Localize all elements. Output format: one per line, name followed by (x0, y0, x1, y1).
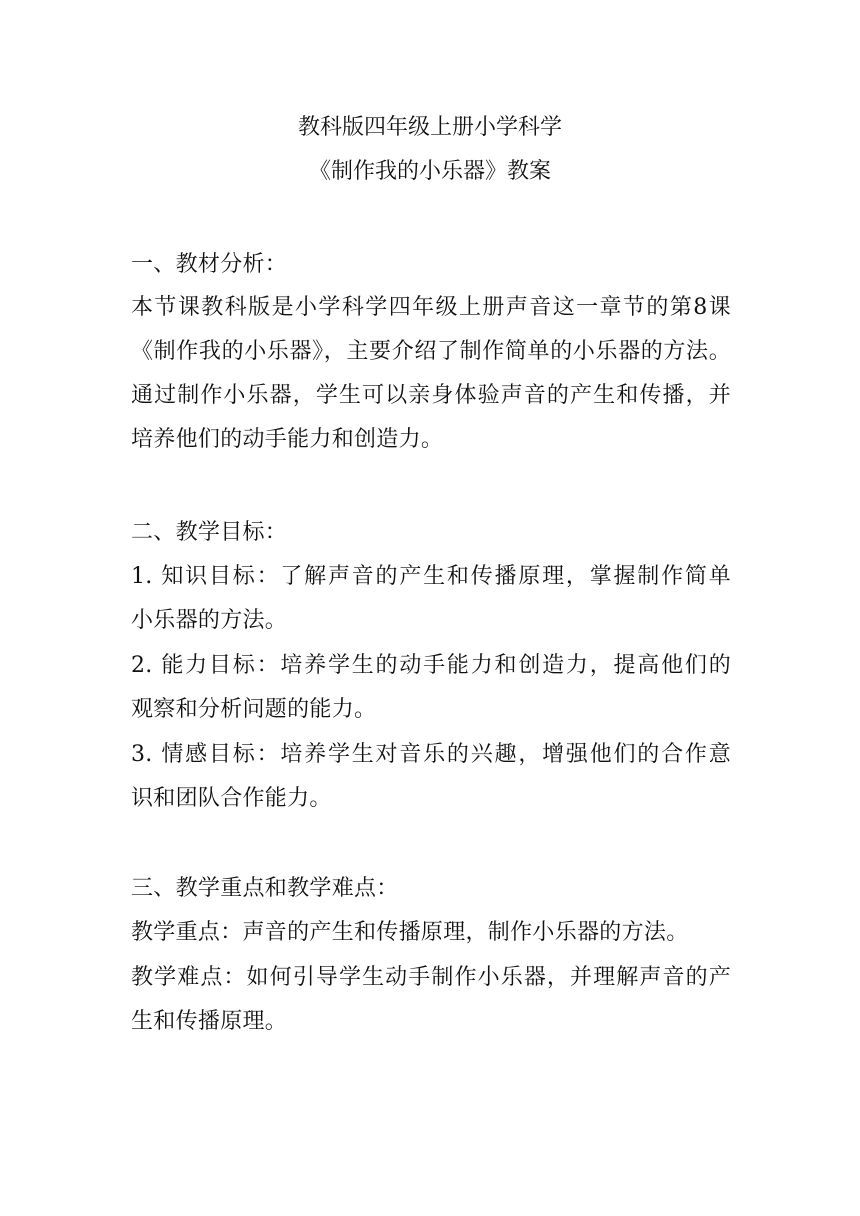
list-item: 3. 情感目标：培养学生对音乐的兴趣，增强他们的合作意 (131, 742, 731, 767)
list-item-continuation: 观察和分析问题的能力。 (131, 697, 377, 722)
list-item-continuation: 小乐器的方法。 (131, 608, 288, 633)
paragraph-line: 通过制作小乐器，学生可以亲身体验声音的产生和传播，并 (131, 383, 731, 408)
list-item: 2. 能力目标：培养学生的动手能力和创造力，提高他们的 (131, 653, 731, 678)
document-title-line-2: 《制作我的小乐器》教案 (308, 159, 551, 184)
paragraph-line: 生和传播原理。 (131, 1009, 288, 1034)
paragraph-line: 本节课教科版是小学科学四年级上册声音这一章节的第8课 (131, 295, 731, 320)
section-heading-keypoints: 三、教学重点和教学难点： (131, 876, 399, 901)
list-item-continuation: 识和团队合作能力。 (131, 786, 332, 811)
paragraph-line: 培养他们的动手能力和创造力。 (131, 427, 444, 452)
paragraph-line: 教学难点：如何引导学生动手制作小乐器，并理解声音的产 (131, 965, 731, 990)
paragraph-line: 《制作我的小乐器》，主要介绍了制作简单的小乐器的方法。 (131, 339, 731, 364)
section-heading-analysis: 一、教材分析： (131, 252, 288, 277)
section-heading-objectives: 二、教学目标： (131, 520, 288, 545)
paragraph-line: 教学重点：声音的产生和传播原理，制作小乐器的方法。 (131, 920, 689, 945)
document-title-line-1: 教科版四年级上册小学科学 (297, 115, 562, 140)
list-item: 1. 知识目标：了解声音的产生和传播原理，掌握制作简单 (131, 564, 731, 589)
